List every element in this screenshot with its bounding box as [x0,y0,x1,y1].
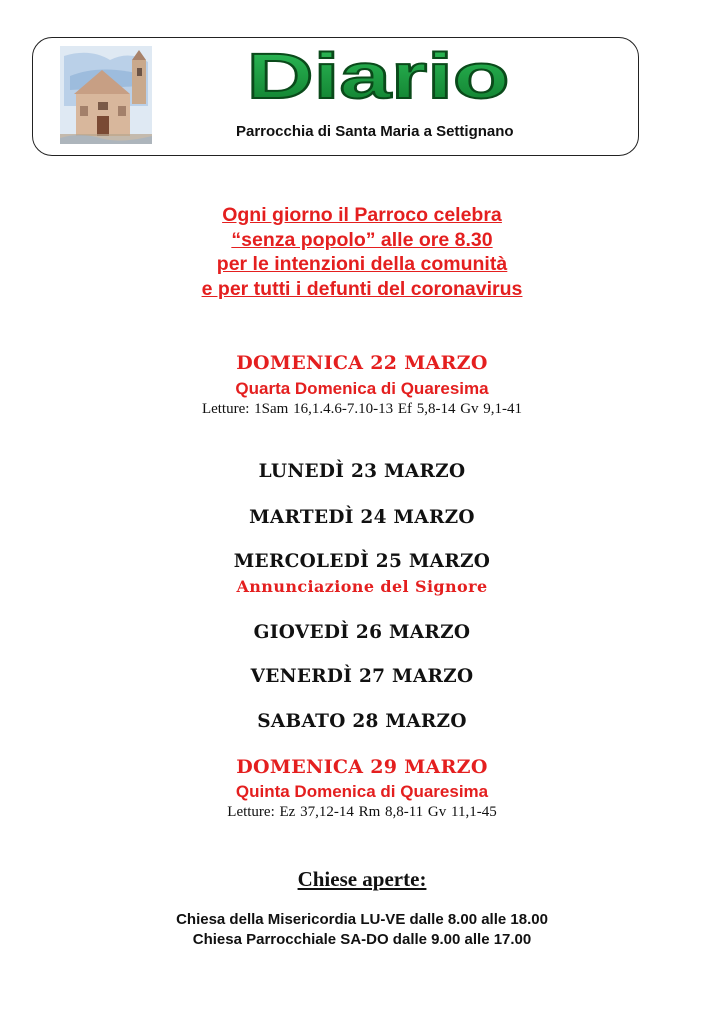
churches-title: Chiese aperte: [297,867,427,891]
day-readings-sun29: Letture: Ez 37,12-14 Rm 8,8-11 Gv 11,1-45 [227,804,497,820]
day-title-sat28: SABATO 28 MARZO [257,711,467,732]
logo-text: Diario [246,40,510,112]
day-title-thu26: GIOVEDÌ 26 MARZO [253,622,471,643]
notice-line: per le intenzioni della comunità [216,253,508,275]
day-title-mon23: LUNEDÌ 23 MARZO [258,461,466,482]
day-subtitle-sun22: Quarta Domenica di Quaresima [235,379,489,398]
day-subtitle-sun29: Quinta Domenica di Quaresima [235,782,489,801]
notice-block [0,203,724,301]
church-illustration [60,46,152,144]
notice-line: Ogni giorno il Parroco celebra [222,204,502,226]
day-title-sun22: DOMENICA 22 MARZO [236,352,488,374]
hours-misericordia: Chiesa della Misericordia LU-VE dalle 8.00 alle 18.00 [176,911,548,928]
day-readings-sun22: Letture: 1Sam 16,1.4.6-7.10-13 Ef 5,8-14 Gv 9,1-41 [201,401,523,417]
parish-name: Parrocchia di Santa Maria a Settignano [236,123,514,140]
notice-line: “senza popolo” alle ore 8.30 [231,228,493,251]
diario-logo [178,40,578,112]
hours-parrocchiale: Chiesa Parrocchiale SA-DO dalle 9.00 alle 17.00 [192,931,532,948]
day-subtitle-wed25: Annunciazione del Signore [236,577,488,596]
day-title-fri27: VENERDÌ 27 MARZO [250,666,474,687]
day-title-sun29: DOMENICA 29 MARZO [236,756,488,778]
notice-line: e per tutti i defunti del coronavirus [201,277,523,300]
day-title-wed25: MERCOLEDÌ 25 MARZO [233,551,491,572]
day-title-tue24: MARTEDÌ 24 MARZO [249,507,475,528]
